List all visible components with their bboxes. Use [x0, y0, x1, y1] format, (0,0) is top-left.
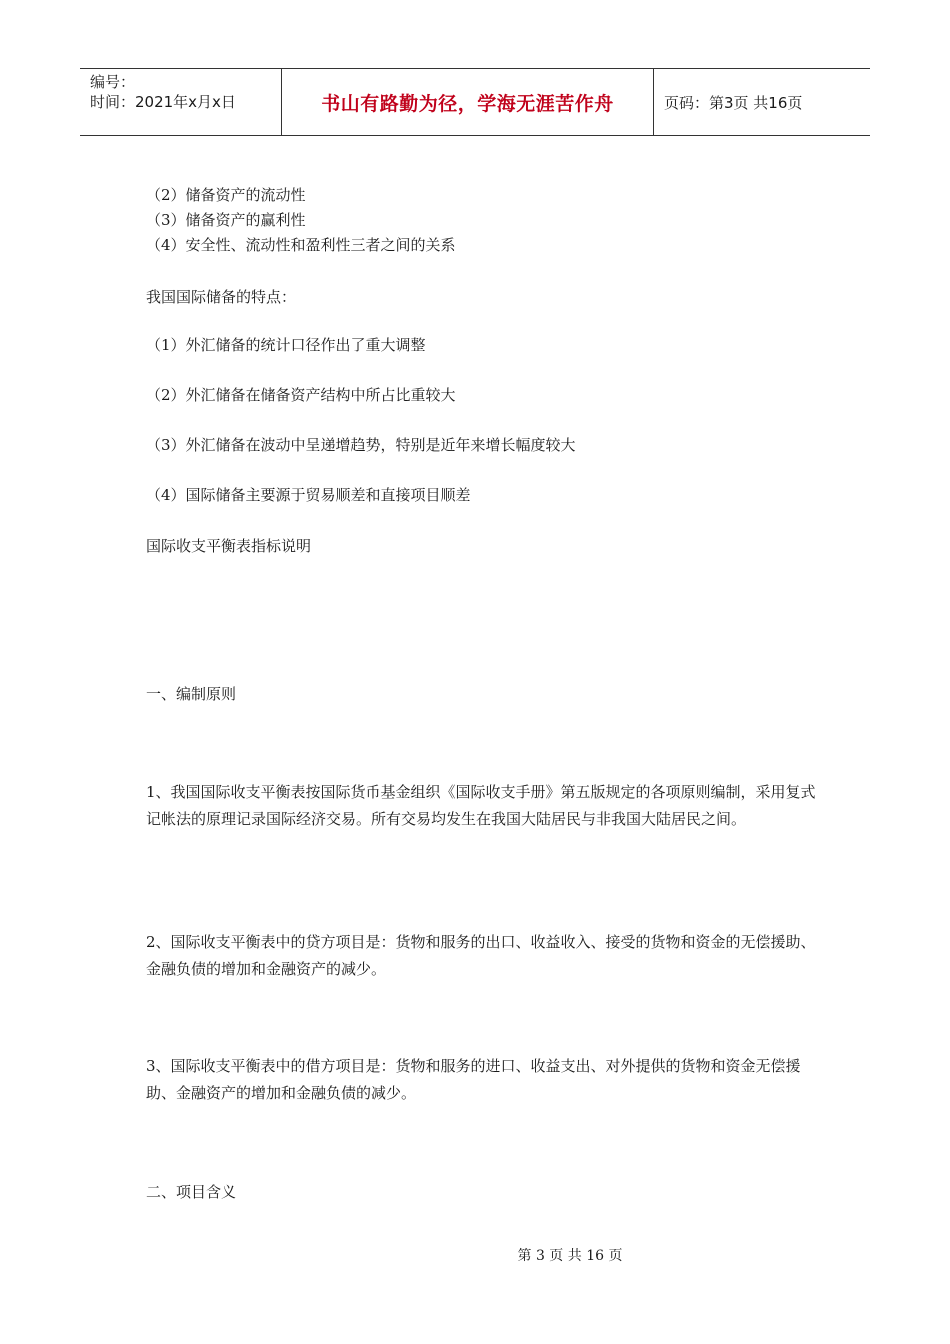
paragraph-principle-2: 2、国际收支平衡表中的贷方项目是：货物和服务的出口、收益收入、接受的货物和资金的无偿援助、金融负债的增加和金融资产的减少。	[146, 933, 816, 978]
feature-item-3: （3）外汇储备在波动中呈递增趋势，特别是近年来增长幅度较大	[146, 436, 576, 454]
header-page-number: 页码：第3页 共16页	[664, 93, 803, 112]
reserve-item-2: （2）储备资产的流动性	[146, 186, 306, 204]
header-motto: 书山有路勤为径，学海无涯苦作舟	[321, 92, 614, 115]
reserve-item-3: （3）储备资产的赢利性	[146, 211, 306, 229]
feature-item-2: （2）外汇储备在储备资产结构中所占比重较大	[146, 386, 456, 404]
section-heading-items: 二、项目含义	[146, 1183, 237, 1201]
section-heading-principles: 一、编制原则	[146, 685, 237, 703]
reserve-item-4: （4）安全性、流动性和盈利性三者之间的关系	[146, 236, 456, 254]
header-page-cell	[654, 69, 870, 135]
feature-item-1: （1）外汇储备的统计口径作出了重大调整	[146, 336, 426, 354]
header-meta	[80, 69, 282, 135]
page-footer: 第 3 页 共 16 页	[517, 1248, 623, 1264]
header-motto-cell	[282, 69, 654, 135]
features-title: 我国国际储备的特点：	[146, 288, 297, 306]
paragraph-principle-1: 1、我国国际收支平衡表按国际货币基金组织《国际收支手册》第五版规定的各项原则编制，采用复式记帐法的原理记录国际经济交易。所有交易均发生在我国大陆居民与非我国大陆居民之间。	[146, 783, 816, 828]
paragraph-principle-3: 3、国际收支平衡表中的借方项目是：货物和服务的进口、收益支出、对外提供的货物和资金无偿援助、金融资产的增加和金融负债的减少。	[146, 1057, 801, 1102]
document-date: 时间：2021年x月x日	[90, 93, 236, 111]
document-number-label: 编号：	[90, 73, 136, 91]
feature-item-4: （4）国际储备主要源于贸易顺差和直接项目顺差	[146, 486, 471, 504]
page-header	[80, 68, 870, 136]
bop-title: 国际收支平衡表指标说明	[146, 537, 312, 555]
